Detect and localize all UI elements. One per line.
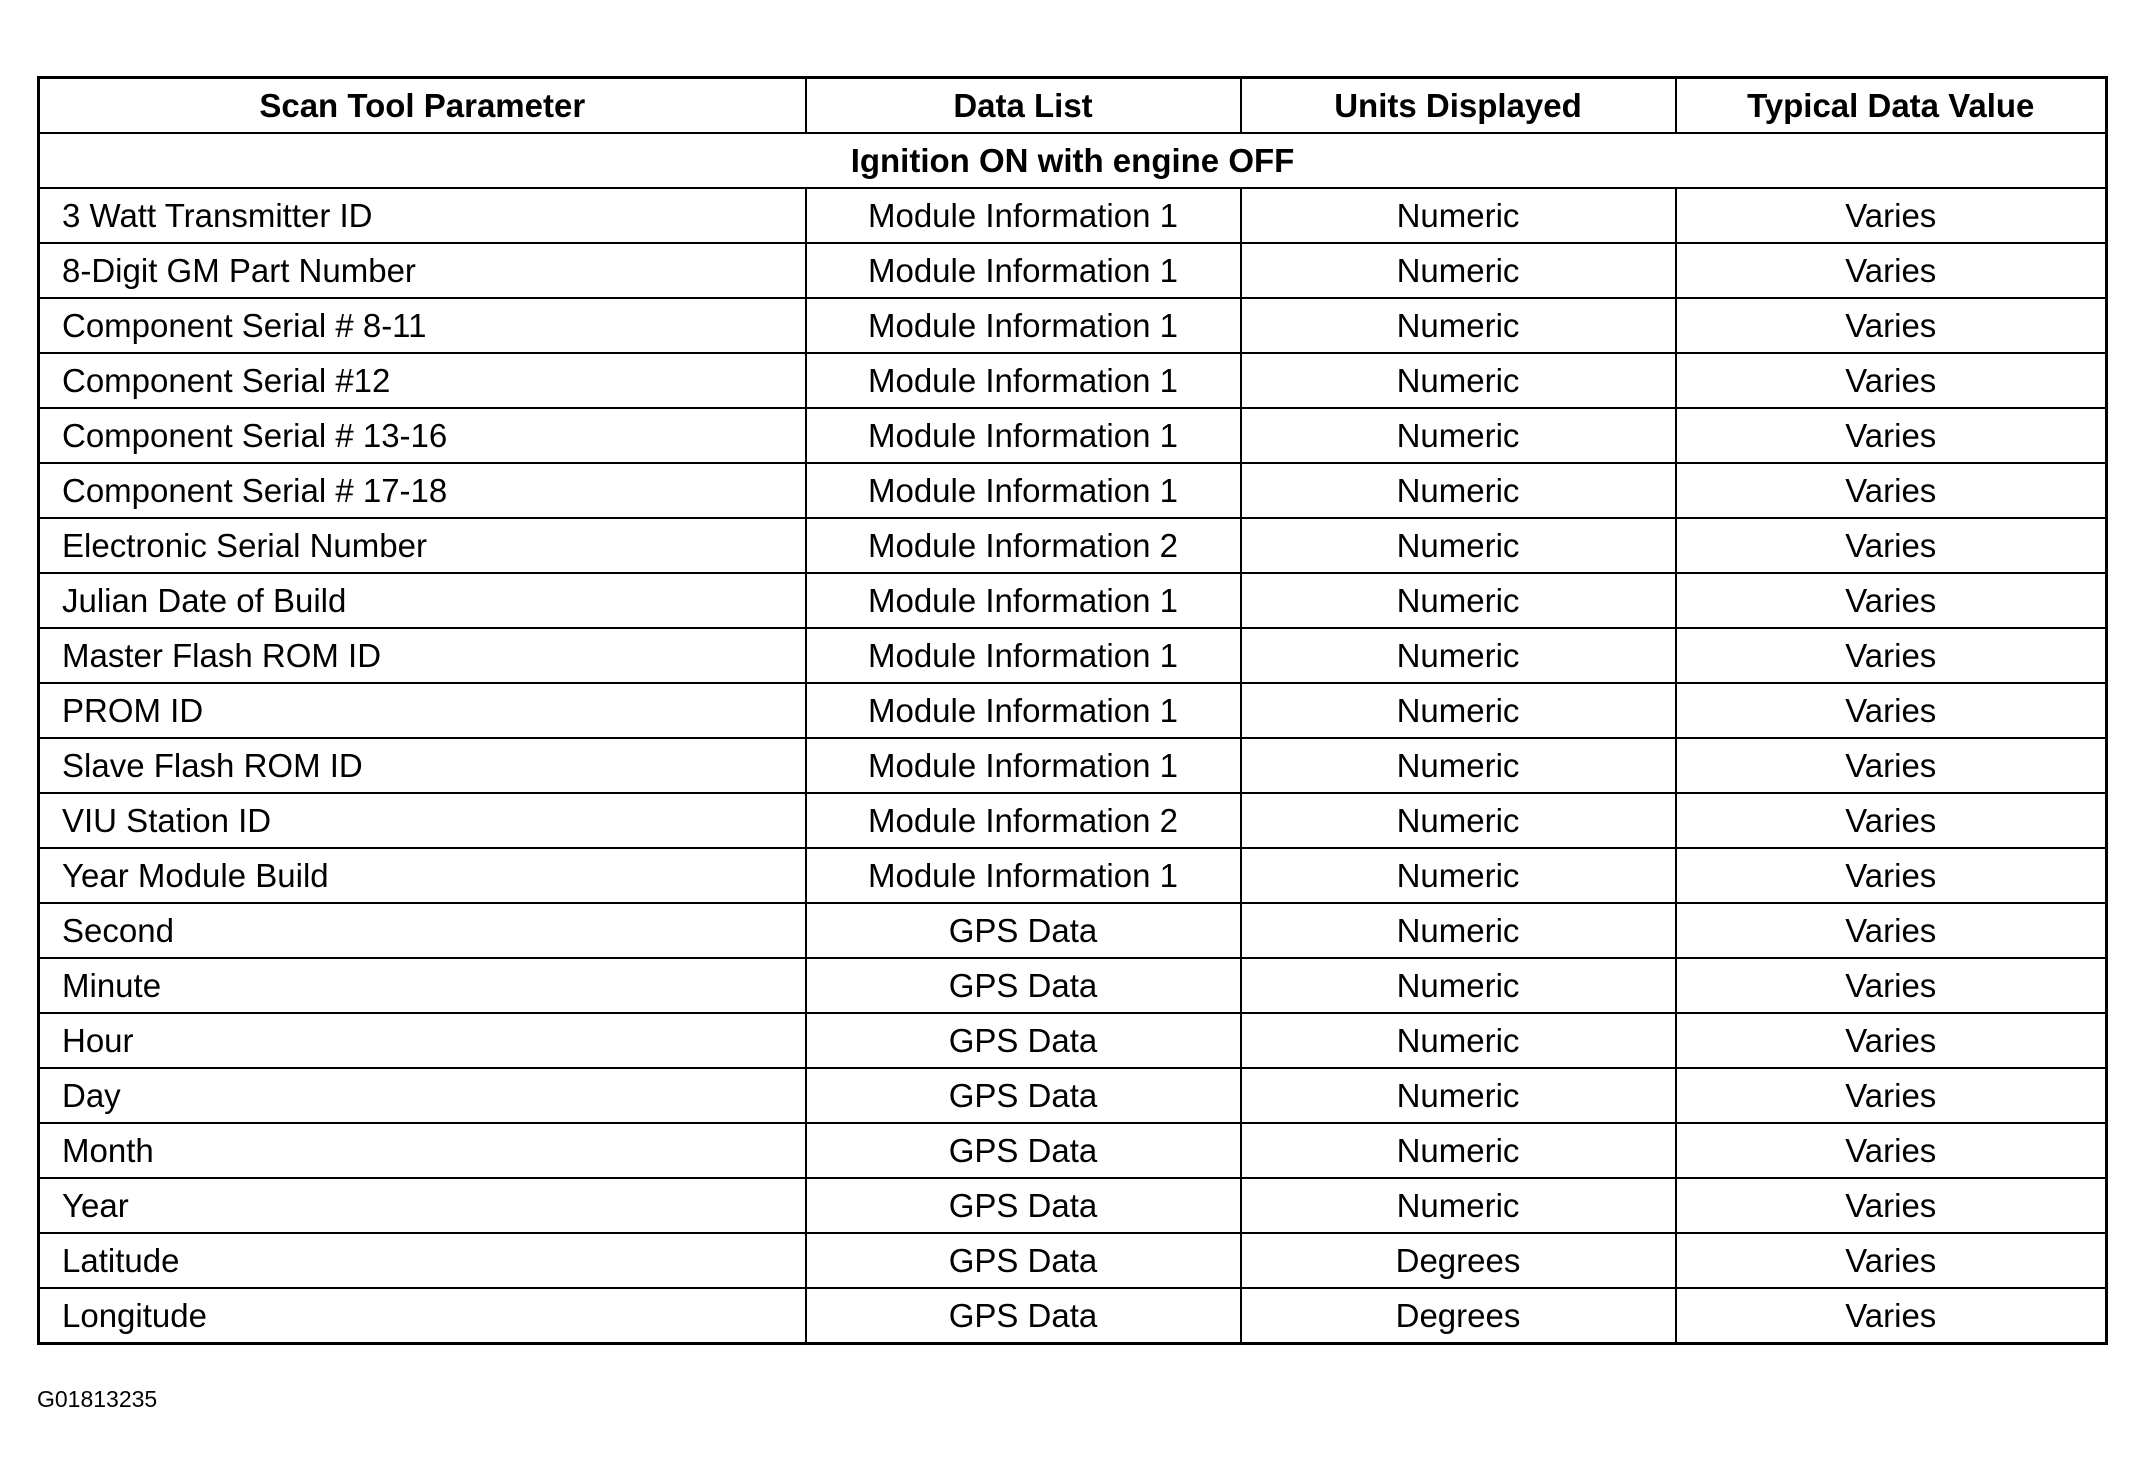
table-row	[39, 298, 2107, 353]
cell-typical-value: Varies	[1676, 188, 2107, 243]
cell-units: Numeric	[1241, 738, 1676, 793]
cell-typical-value: Varies	[1676, 1288, 2107, 1344]
cell-data-list: Module Information 1	[806, 463, 1241, 518]
cell-parameter: Component Serial # 17-18	[39, 463, 806, 518]
cell-units: Numeric	[1241, 1068, 1676, 1123]
cell-parameter: Minute	[39, 958, 806, 1013]
cell-units: Numeric	[1241, 518, 1676, 573]
table-row	[39, 793, 2107, 848]
table-row	[39, 628, 2107, 683]
cell-data-list: Module Information 1	[806, 683, 1241, 738]
cell-typical-value: Varies	[1676, 738, 2107, 793]
header-typical-data-value: Typical Data Value	[1676, 78, 2107, 134]
cell-units: Numeric	[1241, 628, 1676, 683]
cell-typical-value: Varies	[1676, 408, 2107, 463]
cell-units: Numeric	[1241, 958, 1676, 1013]
table-row	[39, 1068, 2107, 1123]
cell-data-list: GPS Data	[806, 1233, 1241, 1288]
cell-parameter: Julian Date of Build	[39, 573, 806, 628]
cell-units: Numeric	[1241, 1013, 1676, 1068]
cell-typical-value: Varies	[1676, 1233, 2107, 1288]
cell-data-list: Module Information 1	[806, 353, 1241, 408]
cell-data-list: Module Information 1	[806, 628, 1241, 683]
figure-id: G01813235	[37, 1386, 158, 1412]
cell-units: Numeric	[1241, 793, 1676, 848]
cell-data-list: GPS Data	[806, 1068, 1241, 1123]
table-row	[39, 573, 2107, 628]
cell-typical-value: Varies	[1676, 958, 2107, 1013]
cell-parameter: 8-Digit GM Part Number	[39, 243, 806, 298]
cell-typical-value: Varies	[1676, 628, 2107, 683]
cell-parameter: Hour	[39, 1013, 806, 1068]
cell-parameter: Component Serial #12	[39, 353, 806, 408]
cell-parameter: Year	[39, 1178, 806, 1233]
cell-data-list: GPS Data	[806, 903, 1241, 958]
cell-units: Numeric	[1241, 408, 1676, 463]
cell-units: Numeric	[1241, 1123, 1676, 1178]
cell-parameter: Month	[39, 1123, 806, 1178]
cell-units: Numeric	[1241, 573, 1676, 628]
cell-data-list: Module Information 1	[806, 738, 1241, 793]
cell-data-list: Module Information 1	[806, 408, 1241, 463]
cell-units: Numeric	[1241, 1178, 1676, 1233]
table-row	[39, 518, 2107, 573]
table-row	[39, 848, 2107, 903]
cell-parameter: Day	[39, 1068, 806, 1123]
table-row	[39, 463, 2107, 518]
cell-parameter: Year Module Build	[39, 848, 806, 903]
table-row	[39, 1288, 2107, 1344]
cell-parameter: VIU Station ID	[39, 793, 806, 848]
cell-parameter: Electronic Serial Number	[39, 518, 806, 573]
header-scan-tool-parameter: Scan Tool Parameter	[39, 78, 806, 134]
cell-data-list: Module Information 1	[806, 298, 1241, 353]
cell-typical-value: Varies	[1676, 1068, 2107, 1123]
cell-data-list: GPS Data	[806, 1178, 1241, 1233]
header-units-displayed: Units Displayed	[1241, 78, 1676, 134]
cell-units: Numeric	[1241, 353, 1676, 408]
cell-typical-value: Varies	[1676, 1123, 2107, 1178]
cell-parameter: Component Serial # 13-16	[39, 408, 806, 463]
cell-units: Numeric	[1241, 848, 1676, 903]
cell-typical-value: Varies	[1676, 298, 2107, 353]
table-row	[39, 958, 2107, 1013]
cell-typical-value: Varies	[1676, 903, 2107, 958]
cell-units: Numeric	[1241, 243, 1676, 298]
header-data-list: Data List	[806, 78, 1241, 134]
cell-typical-value: Varies	[1676, 683, 2107, 738]
table-row	[39, 353, 2107, 408]
table-row	[39, 188, 2107, 243]
cell-typical-value: Varies	[1676, 793, 2107, 848]
cell-units: Degrees	[1241, 1288, 1676, 1344]
cell-parameter: Latitude	[39, 1233, 806, 1288]
cell-parameter: Slave Flash ROM ID	[39, 738, 806, 793]
scan-tool-data-table	[37, 76, 2108, 1345]
cell-units: Numeric	[1241, 683, 1676, 738]
cell-parameter: Longitude	[39, 1288, 806, 1344]
table-row	[39, 408, 2107, 463]
cell-data-list: GPS Data	[806, 1123, 1241, 1178]
table-row	[39, 243, 2107, 298]
table-row	[39, 1123, 2107, 1178]
table-row	[39, 683, 2107, 738]
cell-data-list: Module Information 2	[806, 518, 1241, 573]
cell-units: Degrees	[1241, 1233, 1676, 1288]
cell-parameter: Second	[39, 903, 806, 958]
cell-parameter: Master Flash ROM ID	[39, 628, 806, 683]
cell-data-list: Module Information 1	[806, 243, 1241, 298]
table-row	[39, 1178, 2107, 1233]
section-label: Ignition ON with engine OFF	[39, 133, 2107, 188]
scan-tool-data-figure	[37, 76, 2105, 1345]
cell-data-list: GPS Data	[806, 1288, 1241, 1344]
cell-parameter: PROM ID	[39, 683, 806, 738]
table-header-row	[39, 78, 2107, 134]
cell-typical-value: Varies	[1676, 463, 2107, 518]
cell-data-list: GPS Data	[806, 958, 1241, 1013]
cell-typical-value: Varies	[1676, 848, 2107, 903]
cell-typical-value: Varies	[1676, 1013, 2107, 1068]
table-row	[39, 738, 2107, 793]
cell-units: Numeric	[1241, 463, 1676, 518]
cell-parameter: Component Serial # 8-11	[39, 298, 806, 353]
cell-typical-value: Varies	[1676, 243, 2107, 298]
cell-data-list: Module Information 1	[806, 188, 1241, 243]
cell-typical-value: Varies	[1676, 1178, 2107, 1233]
cell-typical-value: Varies	[1676, 518, 2107, 573]
cell-units: Numeric	[1241, 188, 1676, 243]
cell-data-list: GPS Data	[806, 1013, 1241, 1068]
cell-parameter: 3 Watt Transmitter ID	[39, 188, 806, 243]
cell-typical-value: Varies	[1676, 573, 2107, 628]
cell-units: Numeric	[1241, 298, 1676, 353]
cell-data-list: Module Information 2	[806, 793, 1241, 848]
table-row	[39, 903, 2107, 958]
cell-data-list: Module Information 1	[806, 573, 1241, 628]
cell-data-list: Module Information 1	[806, 848, 1241, 903]
cell-units: Numeric	[1241, 903, 1676, 958]
cell-typical-value: Varies	[1676, 353, 2107, 408]
table-row	[39, 1233, 2107, 1288]
table-row	[39, 1013, 2107, 1068]
section-row	[39, 133, 2107, 188]
